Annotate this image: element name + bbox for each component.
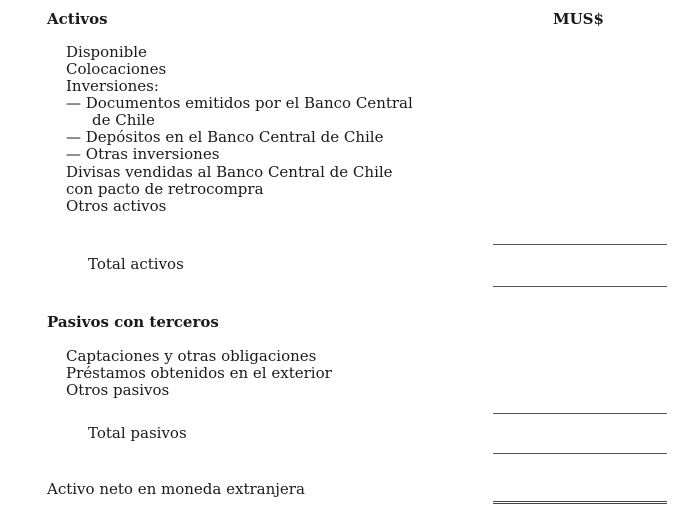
total-activos-label: Total activos: [88, 255, 184, 273]
item-divisas-vendidas: Divisas vendidas al Banco Central de Chile: [66, 163, 393, 181]
item-inversiones: Inversiones:: [66, 77, 159, 95]
activos-heading: Activos: [47, 10, 108, 28]
currency-header: MUS$: [553, 10, 604, 28]
total-pasivos-label: Total pasivos: [88, 424, 187, 442]
item-divisas-vendidas-cont: con pacto de retrocompra: [66, 180, 264, 198]
item-otros-pasivos: Otros pasivos: [66, 381, 170, 399]
item-depositos-banco-central: — Depósitos en el Banco Central de Chile: [66, 128, 384, 146]
item-otras-inversiones: — Otras inversiones: [66, 145, 220, 163]
double-rule-activo-neto: [493, 501, 667, 504]
item-colocaciones: Colocaciones: [66, 60, 167, 78]
item-documentos-banco-central-cont: de Chile: [92, 111, 155, 129]
item-prestamos-exterior: Préstamos obtenidos en el exterior: [66, 364, 332, 382]
total-rule-pasivos: [493, 453, 667, 454]
subtotal-rule-activos: [493, 244, 667, 245]
item-captaciones: Captaciones y otras obligaciones: [66, 347, 317, 365]
subtotal-rule-pasivos: [493, 413, 667, 414]
total-rule-activos: [493, 286, 667, 287]
item-disponible: Disponible: [66, 43, 147, 61]
item-otros-activos: Otros activos: [66, 197, 167, 215]
pasivos-heading: Pasivos con terceros: [47, 313, 219, 331]
item-documentos-banco-central: — Documentos emitidos por el Banco Central: [66, 94, 413, 112]
activo-neto-label: Activo neto en moneda extranjera: [47, 480, 305, 498]
